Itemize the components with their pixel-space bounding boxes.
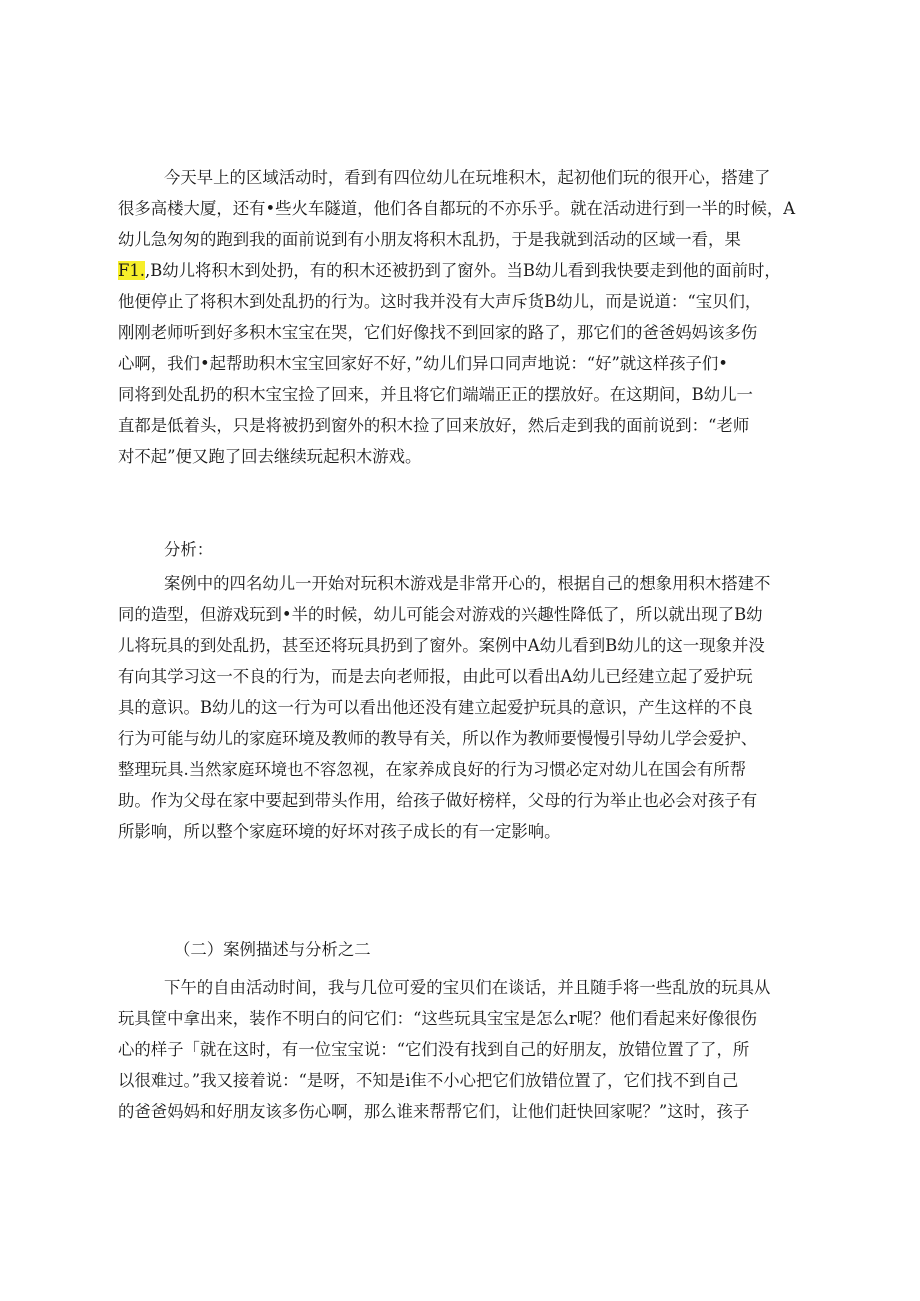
analysis-label-block: [118, 534, 798, 565]
paragraph-line: 案例中的四名幼儿一开始对玩积木游戏是非常开心的，根据自己的想象用积木搭建不: [164, 574, 771, 593]
section-heading: （二）案例描述与分析之二: [174, 940, 371, 959]
paragraph-line: 他便停止了将积木到处乱扔的行为。这时我并没有大声斥货B幼儿，而是说道：“宝贝们，: [118, 292, 762, 311]
analysis-paragraph: [118, 568, 798, 847]
paragraph-line: 儿将玩具的到处乱扔，甚至还将玩具扔到了窗外。案例中A幼儿看到B幼儿的这一现象并没: [118, 636, 765, 655]
analysis-label: 分析：: [164, 540, 214, 559]
paragraph-line: 同将到处乱扔的积木宝宝捡了回来，并且将它们端端正正的摆放好。在这期间，B幼儿一: [118, 385, 753, 404]
paragraph-line: 心的样子「就在这时，有一位宝宝说：“它们没有找到自己的好朋友，放错位置了了，所: [118, 1040, 750, 1059]
paragraph-line: 刚刚老师听到好多积木宝宝在哭，它们好像找不到回家的路了，那它们的爸爸妈妈该多伤: [118, 323, 758, 342]
paragraph-line: 以很难过。”我又接着说：“是呀，不知是i隹不小心把它们放错位置了，它们找不到自己: [118, 1071, 739, 1090]
paragraph-line: 行为可能与幼儿的家庭环境及教师的教导有关，所以作为教师要慢慢引导幼儿学会爱护、: [118, 729, 758, 748]
paragraph-line: [118, 255, 798, 286]
paragraph-line-rest: ,B幼儿将积木到处扔，有的积木还被扔到了窗外。当B幼儿看到我快要走到他的面前时，: [145, 261, 781, 280]
paragraph-line: 同的造型，但游戏玩到•半的时候，幼儿可能会对游戏的兴趣性降低了，所以就出现了B幼: [118, 605, 763, 624]
paragraph-line: 有向其学习这一不良的行为，而是去向老师报，由此可以看出A幼儿已经建立起了爱护玩: [118, 667, 753, 686]
paragraph-line: 助。作为父母在家中要起到带头作用，给孩子做好榜样，父母的行为举止也必会对孩子有: [118, 791, 758, 810]
highlighted-text: F1.: [118, 261, 146, 280]
paragraph-line: 对不起”便又跑了回去继续玩起积木游戏。: [118, 447, 422, 466]
paragraph-line: 心啊，我们•起帮助积木宝宝回家好不好，”幼儿们异口同声地说：“好”就这样孩子们•: [118, 354, 728, 373]
paragraph-line: 下午的自由活动时间，我与几位可爱的宝贝们在谈话，并且随手将一些乱放的玩具从: [164, 978, 771, 997]
paragraph-line: 整理玩具.当然家庭环境也不容忽视，在家养成良好的行为习惯必定对幼儿在国会有所帮: [118, 760, 747, 779]
paragraph-line: 今天早上的区域活动时，看到有四位幼儿在玩堆积木，起初他们玩的很开心，搭建了: [164, 168, 771, 187]
paragraph-line: 很多高楼大厦，还有•些火车隧道，他们各自都玩的不亦乐乎。就在活动进行到一半的时候，A: [118, 199, 796, 218]
paragraph-line: 具的意识。B幼儿的这一行为可以看出他还没有建立起爱护玩具的意识，产生这样的不良: [118, 698, 753, 717]
paragraph-line: 玩具筐中拿出来，装作不明白的问它们：“这些玩具宝宝是怎么r呢？他们看起来好像很伤: [118, 1009, 758, 1028]
case-description-paragraph: [118, 162, 798, 472]
paragraph-line: 所影响，所以整个家庭环境的好坏对孩子成长的有一定影响。: [118, 822, 561, 841]
case-description-paragraph-2: [118, 972, 798, 1127]
section-heading-block: [118, 934, 798, 965]
paragraph-line: 的爸爸妈妈和好朋友该多伤心啊，那么谁来帮帮它们，让他们赶快回家呢？”这时，孩子: [118, 1102, 750, 1121]
paragraph-line: 幼儿急匆匆的跑到我的面前说到有小朋友将积木乱扔，于是我就到活动的区域一看，果: [118, 230, 741, 249]
paragraph-line: 直都是低着头，只是将被扔到窗外的积木捡了回来放好，然后走到我的面前说到：“老师: [118, 416, 750, 435]
